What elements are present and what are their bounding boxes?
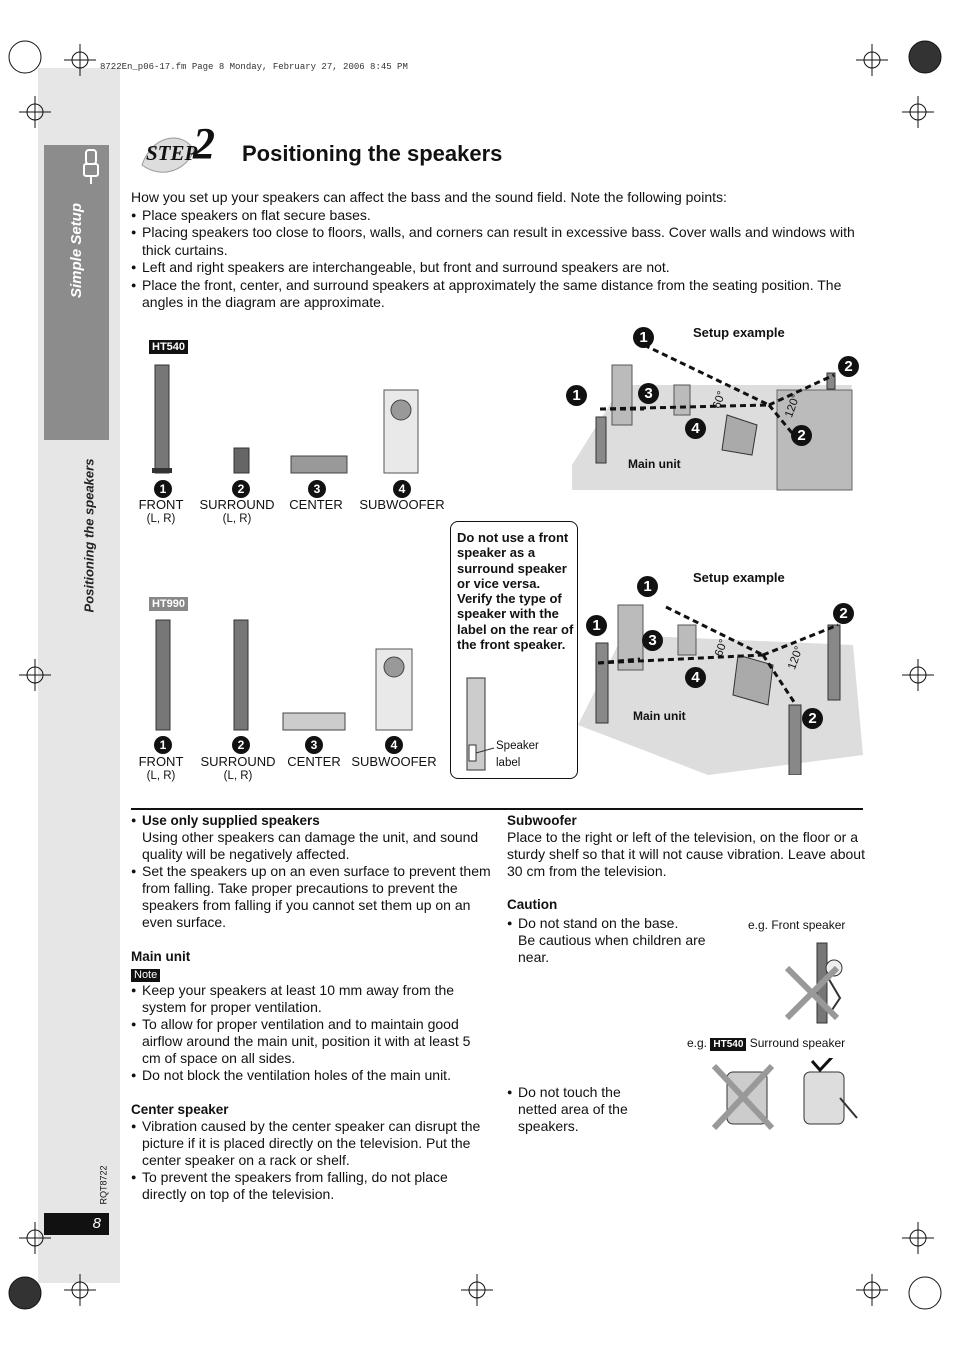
setup-example-title-1: Setup example [693, 325, 785, 340]
main-unit-bullet: ● Do not block the ventilation holes of the main unit. [131, 1067, 491, 1084]
step-word: STEP [146, 141, 198, 165]
section-divider [131, 808, 863, 810]
intro-bullet: ● Left and right speakers are interchangeable, but front and surround speakers are not. [131, 259, 861, 277]
ht990-badge: HT990 [149, 594, 188, 612]
eg-surround-caption: e.g. HT540 Surround speaker [687, 1036, 846, 1050]
note-badge: Note [131, 969, 160, 982]
intro-bullet: ● Placing speakers too close to floors, walls, and corners can result in excessive bass. Cover walls and windows with thick curtains. [131, 224, 861, 259]
center-speaker-heading: Center speaker [131, 1102, 229, 1117]
setup2-angle-120: 120° [786, 644, 806, 672]
main-unit-heading: Main unit [131, 949, 191, 964]
left-column [131, 812, 491, 1203]
subwoofer-section [507, 812, 865, 880]
speaker-label-caption: Speaker label [496, 740, 539, 769]
supplied-speakers-heading: ● Use only supplied speakers [131, 812, 491, 829]
setup2-subwoofer-num: 4 [685, 667, 706, 688]
setup1-front-num-right: 1 [633, 327, 654, 348]
setup2-front-num-left: 1 [586, 615, 607, 636]
setup1-front-num-left: 1 [566, 385, 587, 406]
setup1-surround-num-left: 2 [791, 425, 812, 446]
page-number: 8 [44, 1213, 109, 1235]
setup-room-illustration-2 [578, 585, 863, 775]
ht540-front-label: FRONT (L, R) [138, 497, 184, 525]
setup1-surround-num-right: 2 [838, 356, 859, 377]
intro-lead: How you set up your speakers can affect the bass and the sound field. Note the following points: [131, 189, 727, 205]
doc-code: RQT8722 [99, 1165, 109, 1205]
setup-room-illustration-1 [562, 345, 862, 495]
center-speaker-bullet: ● Vibration caused by the center speaker can disrupt the picture if it is placed directly on the television. Put the center speaker on a rack or shelf. [131, 1118, 491, 1169]
sidebar-page-topic: Positioning the speakers [81, 458, 97, 612]
ht990-subwoofer-label: SUBWOOFER [351, 754, 437, 769]
supplied-speakers-body: Using other speakers can damage the unit, and sound quality will be negatively affected. [142, 829, 479, 862]
setup1-main-unit-label: Main unit [628, 457, 681, 471]
caution-base: ● Do not stand on the base. Be cautious when children are near. [507, 915, 730, 966]
main-unit-bullet: ● Keep your speakers at least 10 mm away from the system for proper ventilation. [131, 982, 491, 1016]
ht990-num-1: 1 [154, 736, 172, 754]
intro-block [131, 189, 861, 312]
ht540-num-3: 3 [308, 480, 326, 498]
setup2-angle-60: 60° [713, 637, 731, 659]
step-number: 2 [193, 119, 215, 168]
ht540-num-2: 2 [232, 480, 250, 498]
note-badge-wrap [131, 965, 491, 982]
ht990-surround-label: SURROUND (L, R) [200, 754, 276, 782]
caution-heading: Caution [507, 897, 558, 912]
ht990-num-2: 2 [232, 736, 250, 754]
speaker-warning-text: Do not use a front speaker as a surround speaker or vice versa. Verify the type of speaker with the label on the rear of the front speaker. [457, 530, 574, 653]
main-unit-bullet: ● To allow for proper ventilation and to maintain good airflow around the main unit, position it with at least 5 cm of space on all sides. [131, 1016, 491, 1067]
sidebar-section-title: Simple Setup [68, 202, 85, 298]
setup2-front-num-right: 1 [637, 576, 658, 597]
even-surface-note: ● Set the speakers up on an even surface to prevent them from falling. Take proper precautions to prevent the speakers from falling if you cannot set them up on an even surface. [131, 863, 491, 931]
ht990-num-4: 4 [385, 736, 403, 754]
setup1-subwoofer-num: 4 [685, 418, 706, 439]
setup1-center-num: 3 [638, 383, 659, 404]
intro-bullet: ● Place speakers on flat secure bases. [131, 207, 861, 225]
ht540-num-1: 1 [154, 480, 172, 498]
child-climbing-speaker-prohibited-illustration [782, 938, 852, 1026]
setup2-center-num: 3 [642, 630, 663, 651]
page-title: Positioning the speakers [242, 141, 503, 166]
ht990-speaker-set-illustration [140, 615, 450, 735]
ht990-num-3: 3 [305, 736, 323, 754]
ht540-center-label: CENTER [289, 497, 343, 512]
file-header: 8722En_p06-17.fm Page 8 Monday, February 27, 2006 8:45 PM [100, 62, 408, 72]
caution-netted-area: ● Do not touch the netted area of the speakers. [507, 1084, 653, 1135]
ht540-subwoofer-label: SUBWOOFER [359, 497, 445, 512]
subwoofer-heading: Subwoofer [507, 813, 577, 828]
ht540-badge: HT540 [149, 337, 188, 355]
setup2-surround-num-right: 2 [833, 603, 854, 624]
ht990-front-label: FRONT (L, R) [138, 754, 184, 782]
center-speaker-bullet: ● To prevent the speakers from falling, do not place directly on top of the television. [131, 1169, 491, 1203]
ht540-num-4: 4 [393, 480, 411, 498]
setup2-main-unit-label: Main unit [633, 709, 686, 723]
ht540-surround-label: SURROUND (L, R) [199, 497, 275, 525]
ht540-speaker-set-illustration [140, 360, 450, 478]
subwoofer-body: Place to the right or left of the television, on the floor or a sturdy shelf so that it will not cause vibration. Leave about 30 cm from the television. [507, 829, 865, 879]
setup1-angle-120: 120° [783, 392, 803, 420]
intro-bullet: ● Place the front, center, and surround speakers at approximately the same distance from the seating position. The angles in the diagram are approximate. [131, 277, 861, 312]
ht990-center-label: CENTER [287, 754, 341, 769]
setup1-angle-60: 60° [711, 389, 729, 411]
speaker-rear-illustration [460, 673, 500, 773]
touch-netted-area-illustration [712, 1058, 862, 1130]
setup2-surround-num-left: 2 [802, 708, 823, 729]
eg-front-speaker-caption: e.g. Front speaker [748, 918, 846, 932]
setup-example-title-2: Setup example [693, 570, 785, 585]
